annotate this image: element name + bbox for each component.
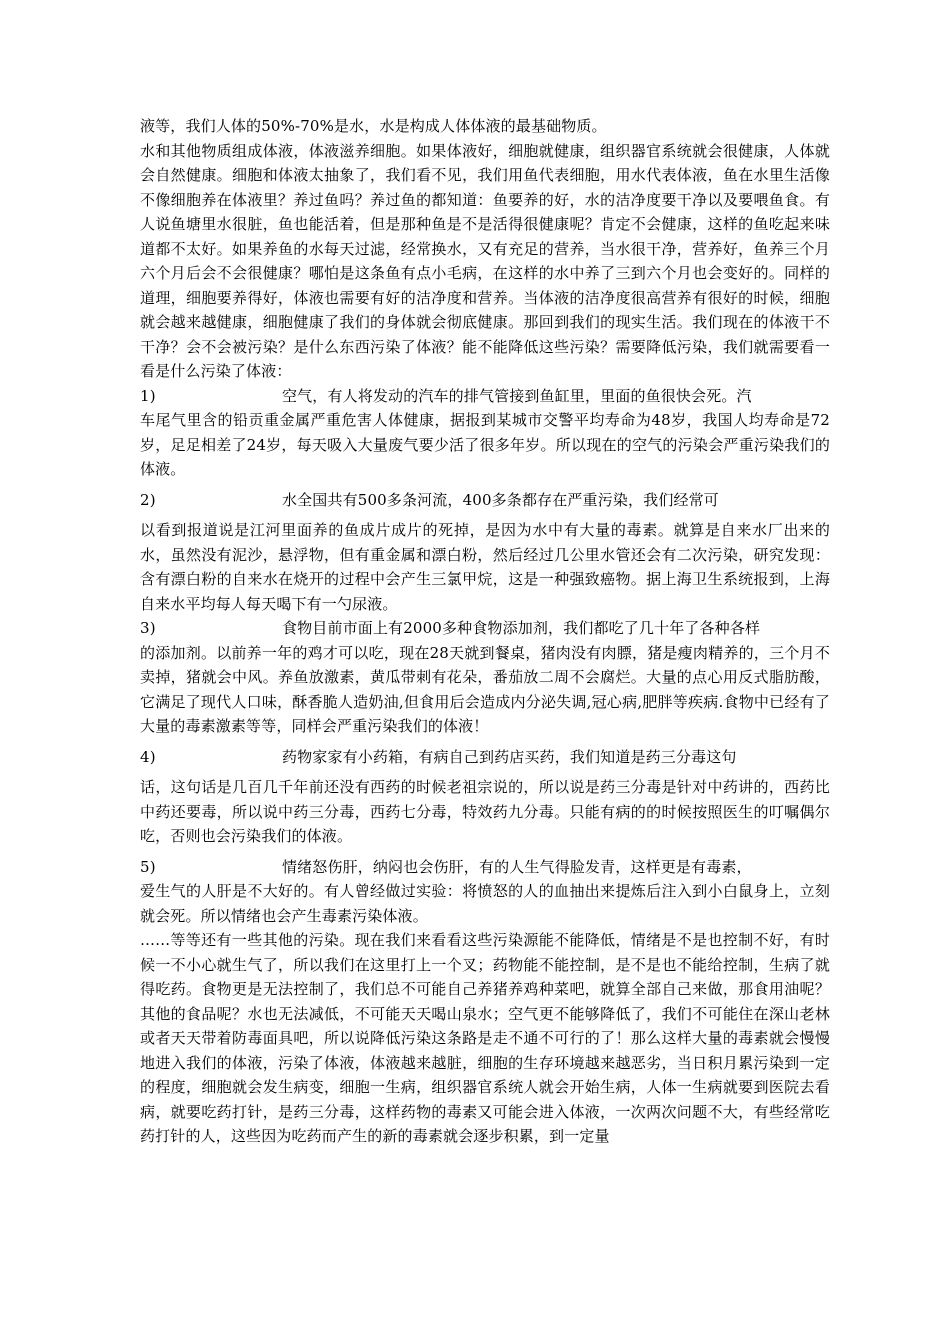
list-item-number: 1)	[140, 386, 156, 405]
list-item-continuation: 话，这句话是几百几千年前还没有西药的时候老祖宗说的，所以说是药三分毒是针对中药讲的，西药比中药还要毒，所以说中药三分毒，西药七分毒，特效药九分毒。只能有病的的时候按照医生的叮嘱偶尔吃，否则也会污染我们的体液。	[140, 778, 830, 845]
list-item-number: 5)	[140, 857, 156, 876]
list-item-food	[140, 616, 830, 739]
list-item-water	[140, 488, 830, 617]
list-item-continuation: 车尾气里含的铅贡重金属严重危害人体健康，据报到某城市交警平均寿命为48岁，我国人均寿命是72岁，足足相差了24岁，每天吸入大量废气要少活了很多年岁。所以现在的空气的污染会严重污染我们的体液。	[140, 411, 830, 478]
list-item-first-line	[140, 745, 830, 770]
list-item-emotion	[140, 855, 830, 929]
list-item-first-text: 食物目前市面上有2000多种食物添加剂，我们都吃了几十年了各种各样	[282, 619, 761, 637]
list-item-first-text: 药物家家有小药箱，有病自己到药店买药，我们知道是药三分毒这句	[282, 747, 737, 766]
list-item-first-text: 情绪怒伤肝，纳闷也会伤肝，有的人生气得脸发青，这样更是有毒素，	[282, 857, 752, 876]
list-item-number: 4)	[140, 747, 156, 766]
list-item-continuation: 的添加剂。以前养一年的鸡才可以吃，现在28天就到餐桌，猪肉没有肉膘，猪是瘦肉精养的，三个月不卖掉，猪就会中风。养鱼放激素，黄瓜带刺有花朵，番茄放二周不会腐烂。大量的点心用反式脂肪酸，它满足了现代人口味，酥香脆人造奶油,但食用后会造成内分泌失调,冠心病,肥胖等疾病.食物中已经有了大量的毒素激素等等，同样会严重污染我们的体液！	[140, 643, 830, 735]
body-paragraph-fish-water: 水和其他物质组成体液，体液滋养细胞。如果体液好，细胞就健康，组织器官系统就会很健康，人体就会自然健康。细胞和体液太抽象了，我们看不见，我们用鱼代表细胞，用水代表体液，鱼在水里生活像不像细胞养在体液里？养过鱼吗？养过鱼的都知道：鱼要养的好，水的洁净度要干净以及要喂鱼食。有人说鱼塘里水很脏，鱼也能活着，但是那种鱼是不是活得很健康呢？肯定不会健康，这样的鱼吃起来味道都不太好。如果养鱼的水每天过滤，经常换水，又有充足的营养，当水很干净，营养好，鱼养三个月六个月后会不会很健康？哪怕是这条鱼有点小毛病，在这样的水中养了三到六个月也会变好的。同样的道理，细胞要养得好，体液也需要有好的洁净度和营养。当体液的洁净度很高营养有很好的时候，细胞就会越来越健康，细胞健康了我们的身体就会彻底健康。那回到我们的现实生活。我们现在的体液干不干净？会不会被污染？是什么东西污染了体液？能不能降低这些污染？需要降低污染，我们就需要看一看是什么污染了体液：	[140, 141, 830, 380]
list-item-first-text: 水全国共有500多条河流，400多条都存在严重污染，我们经常可	[282, 490, 719, 509]
intro-paragraph: 液等，我们人体的50%-70%是水，水是构成人体体液的最基础物质。	[140, 117, 607, 135]
document-page	[140, 114, 830, 1149]
list-item-continuation: 以看到报道说是江河里面养的鱼成片成片的死掉，是因为水中有大量的毒素。就算是自来水厂出来的水，虽然没有泥沙，悬浮物，但有重金属和漂白粉，然后经过几公里水管还会有二次污染，研究发现：含有漂白粉的自来水在烧开的过程中会产生三氯甲烷，这是一种强致癌物。据上海卫生系统报到，上海自来水平均每人每天喝下有一勺尿液。	[140, 521, 830, 613]
list-item-first-line	[140, 616, 830, 641]
list-item-first-line	[140, 488, 830, 513]
list-item-number: 2)	[140, 490, 156, 509]
closing-paragraph: ……等等还有一些其他的污染。现在我们来看看这些污染源能不能降低，情绪是不是也控制不好，有时候一不小心就生气了，所以我们在这里打上一个叉；药物能不能控制，是不是也不能给控制，生病了就得吃药。食物更是无法控制了，我们总不可能自己养猪养鸡种菜吧，就算全部自己来做，那食用油呢？其他的食品呢？水也无法减低，不可能天天喝山泉水；空气更不能够降低了，我们不可能住在深山老林或者天天带着防毒面具吧，所以说降低污染这条路是走不通不可行的了！那么这样大量的毒素就会慢慢地进入我们的体液，污染了体液，体液越来越脏，细胞的生存环境越来越恶劣，当日积月累污染到一定的程度，细胞就会发生病变，细胞一生病，组织器官系统人就会开始生病，人体一生病就要到医院去看病，就要吃药打针，是药三分毒，这样药物的毒素又可能会进入体液，一次两次问题不大，有些经常吃药打针的人，这些因为吃药而产生的新的毒素就会逐步积累，到一定量	[140, 931, 830, 1145]
list-item-first-text: 空气，有人将发动的汽车的排气管接到鱼缸里，里面的鱼很快会死。汽	[282, 386, 752, 405]
list-item-first-line	[140, 384, 830, 409]
list-item-continuation: 爱生气的人肝是不大好的。有人曾经做过实验：将愤怒的人的血抽出来提炼后注入到小白鼠身上，立刻就会死。所以情绪也会产生毒素污染体液。	[140, 882, 830, 925]
list-item-medicine	[140, 745, 830, 849]
list-item-air	[140, 384, 830, 482]
list-item-number: 3)	[140, 619, 156, 637]
list-item-first-line	[140, 855, 830, 880]
